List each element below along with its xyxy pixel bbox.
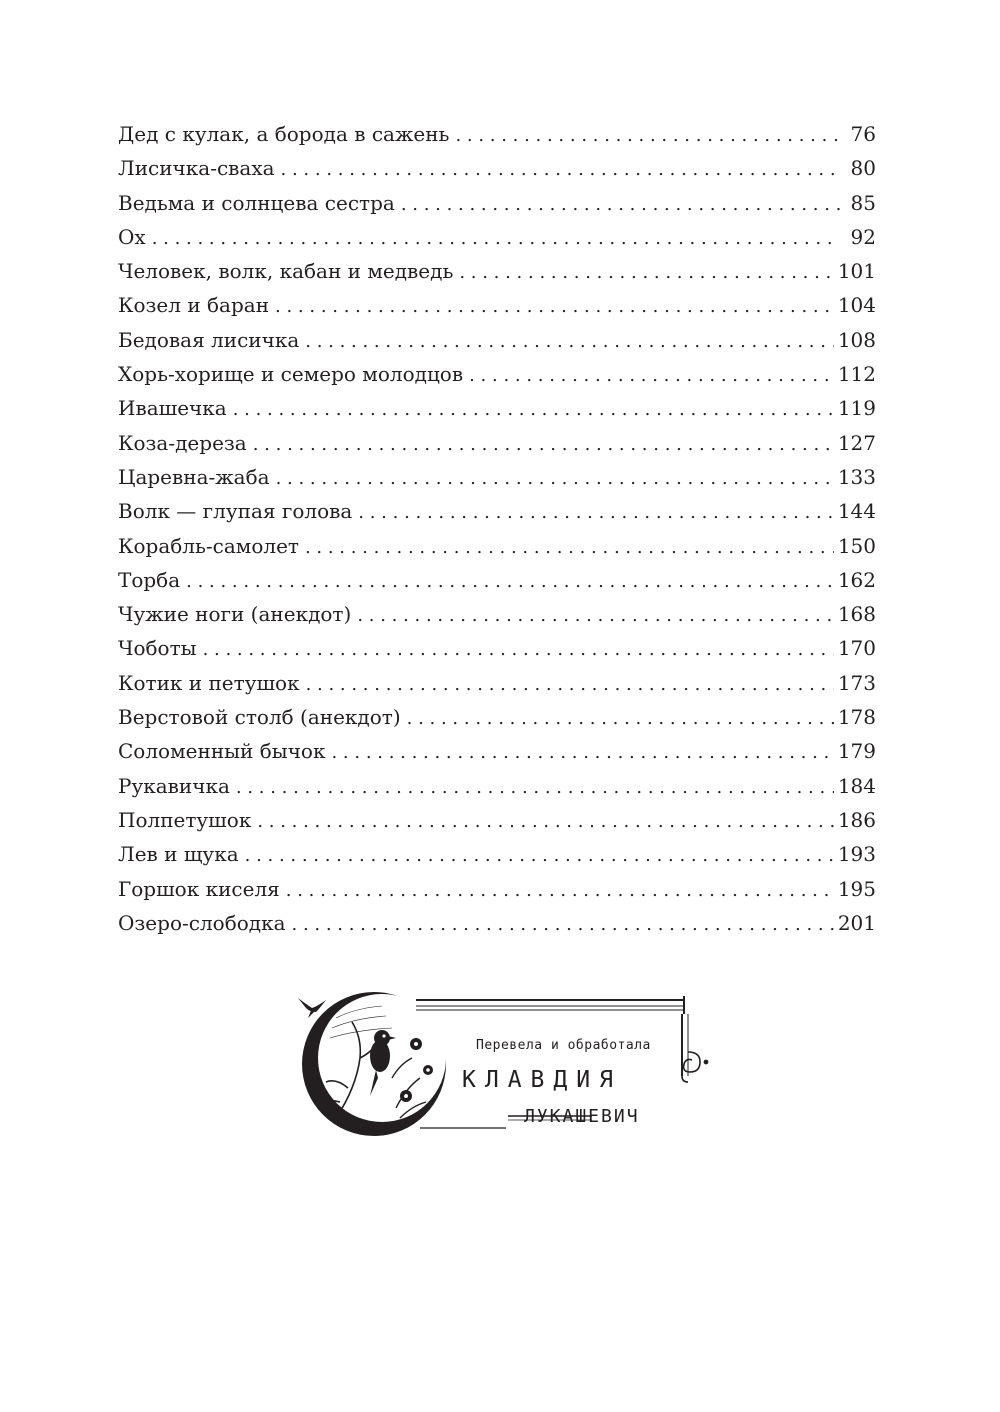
toc-dot-leader bbox=[245, 839, 834, 873]
toc-entry bbox=[118, 803, 876, 837]
toc-entry bbox=[118, 872, 876, 906]
toc-entry-page: 112 bbox=[837, 362, 876, 387]
toc-entry bbox=[118, 700, 876, 734]
toc-entry-page: 85 bbox=[850, 190, 876, 215]
toc-dot-leader bbox=[233, 393, 834, 427]
toc-entry-page: 92 bbox=[850, 224, 876, 249]
toc-dot-leader bbox=[203, 633, 834, 667]
toc-entry-page: 133 bbox=[837, 464, 876, 489]
toc-entry bbox=[118, 666, 876, 700]
toc-entry-title: Чужие ноги (анекдот) bbox=[118, 602, 352, 627]
toc-dot-leader bbox=[236, 771, 834, 805]
toc-entry-page: 104 bbox=[837, 293, 876, 318]
toc-entry bbox=[118, 117, 876, 151]
toc-entry-title: Хорь-хорище и семеро молодцов bbox=[118, 362, 464, 387]
toc-entry-title: Корабль-самолет bbox=[118, 533, 299, 558]
toc-dot-leader bbox=[253, 428, 834, 462]
toc-dot-leader bbox=[292, 908, 834, 942]
toc-entry-page: 184 bbox=[837, 773, 876, 798]
toc-entry bbox=[118, 597, 876, 631]
toc-dot-leader bbox=[401, 188, 840, 222]
toc-entry-title: Ох bbox=[118, 224, 146, 249]
toc-dot-leader bbox=[257, 805, 833, 839]
toc-entry-title: Рукавичка bbox=[118, 773, 230, 798]
scroll-icon bbox=[682, 1052, 708, 1082]
toc-entry bbox=[118, 460, 876, 494]
author-first-name: КЛАВДИЯ bbox=[462, 1067, 622, 1093]
toc-entry-page: 150 bbox=[837, 533, 876, 558]
toc-entry bbox=[118, 288, 876, 322]
toc-entry-title: Лисичка-сваха bbox=[118, 156, 275, 181]
toc-entry bbox=[118, 254, 876, 288]
toc-entry-title: Царевна-жаба bbox=[118, 464, 270, 489]
toc-entry bbox=[118, 426, 876, 460]
toc-entry-page: 80 bbox=[850, 156, 876, 181]
toc-entry-title: Человек, волк, кабан и медведь bbox=[118, 259, 454, 284]
toc-dot-leader bbox=[276, 462, 834, 496]
toc-entry bbox=[118, 563, 876, 597]
toc-entry-title: Волк — глупая голова bbox=[118, 499, 353, 524]
toc-entry-title: Бедовая лисичка bbox=[118, 327, 300, 352]
toc-entry-title: Дед с кулак, а борода в сажень bbox=[118, 122, 450, 146]
toc-entry-title: Полпетушок bbox=[118, 807, 252, 832]
toc-entry-title: Козел и баран bbox=[118, 293, 270, 318]
toc-dot-leader bbox=[357, 599, 834, 633]
toc-dot-leader bbox=[407, 702, 834, 736]
toc-entry-title: Горшок киселя bbox=[118, 876, 280, 901]
toc-entry bbox=[118, 151, 876, 185]
toc-entry-title: Котик и петушок bbox=[118, 670, 300, 695]
toc-entry-page: 119 bbox=[837, 396, 876, 421]
toc-entry-page: 168 bbox=[837, 602, 876, 627]
toc-entry-title: Коза-дереза bbox=[118, 430, 247, 455]
toc-entry-title: Ивашечка bbox=[118, 396, 227, 421]
toc-entry bbox=[118, 494, 876, 528]
toc-entry bbox=[118, 391, 876, 425]
toc-dot-leader bbox=[305, 325, 834, 359]
toc-entry-title: Озеро-слободка bbox=[118, 910, 286, 935]
toc-entry bbox=[118, 906, 876, 940]
toc-dot-leader bbox=[286, 874, 834, 908]
toc-entry-page: 170 bbox=[837, 636, 876, 661]
toc-entry-page: 108 bbox=[837, 327, 876, 352]
toc-dot-leader bbox=[455, 119, 840, 153]
toc-entry bbox=[118, 769, 876, 803]
toc-entry bbox=[118, 220, 876, 254]
toc-entry-title: Верстовой столб (анекдот) bbox=[118, 705, 401, 730]
table-of-contents bbox=[118, 117, 876, 940]
toc-entry-page: 179 bbox=[837, 739, 876, 764]
toc-entry-page: 195 bbox=[837, 876, 876, 901]
toc-dot-leader bbox=[459, 256, 833, 290]
toc-entry-page: 162 bbox=[837, 567, 876, 592]
toc-entry-page: 178 bbox=[837, 705, 876, 730]
toc-entry-page: 186 bbox=[837, 807, 876, 832]
toc-entry-page: 144 bbox=[837, 499, 876, 524]
toc-entry-title: Ведьма и солнцева сестра bbox=[118, 190, 395, 215]
toc-entry bbox=[118, 186, 876, 220]
toc-entry-title: Чоботы bbox=[118, 636, 197, 661]
toc-entry-page: 127 bbox=[837, 430, 876, 455]
toc-entry-page: 101 bbox=[837, 259, 876, 284]
toc-dot-leader bbox=[152, 222, 840, 256]
translator-vignette bbox=[296, 978, 716, 1138]
toc-entry-title: Лев и щука bbox=[118, 842, 239, 867]
toc-entry-page: 193 bbox=[837, 842, 876, 867]
toc-entry-title: Соломенный бычок bbox=[118, 739, 326, 764]
toc-entry bbox=[118, 734, 876, 768]
toc-entry bbox=[118, 837, 876, 871]
toc-entry-title: Торба bbox=[118, 567, 181, 592]
toc-entry bbox=[118, 631, 876, 665]
author-last-name: ЛУКАШЕВИЧ bbox=[524, 1106, 640, 1127]
toc-dot-leader bbox=[306, 668, 834, 702]
translator-caption: Перевела и обработала bbox=[476, 1038, 651, 1053]
toc-entry-page: 201 bbox=[837, 910, 876, 935]
toc-dot-leader bbox=[358, 496, 834, 530]
toc-dot-leader bbox=[275, 290, 834, 324]
toc-dot-leader bbox=[186, 565, 834, 599]
toc-dot-leader bbox=[331, 736, 833, 770]
toc-dot-leader bbox=[281, 153, 840, 187]
toc-entry bbox=[118, 323, 876, 357]
toc-entry-page: 76 bbox=[850, 122, 876, 146]
toc-entry bbox=[118, 529, 876, 563]
toc-entry-page: 173 bbox=[837, 670, 876, 695]
toc-dot-leader bbox=[469, 359, 834, 393]
toc-entry bbox=[118, 357, 876, 391]
vignette-illustration bbox=[296, 978, 716, 1138]
toc-dot-leader bbox=[305, 531, 834, 565]
